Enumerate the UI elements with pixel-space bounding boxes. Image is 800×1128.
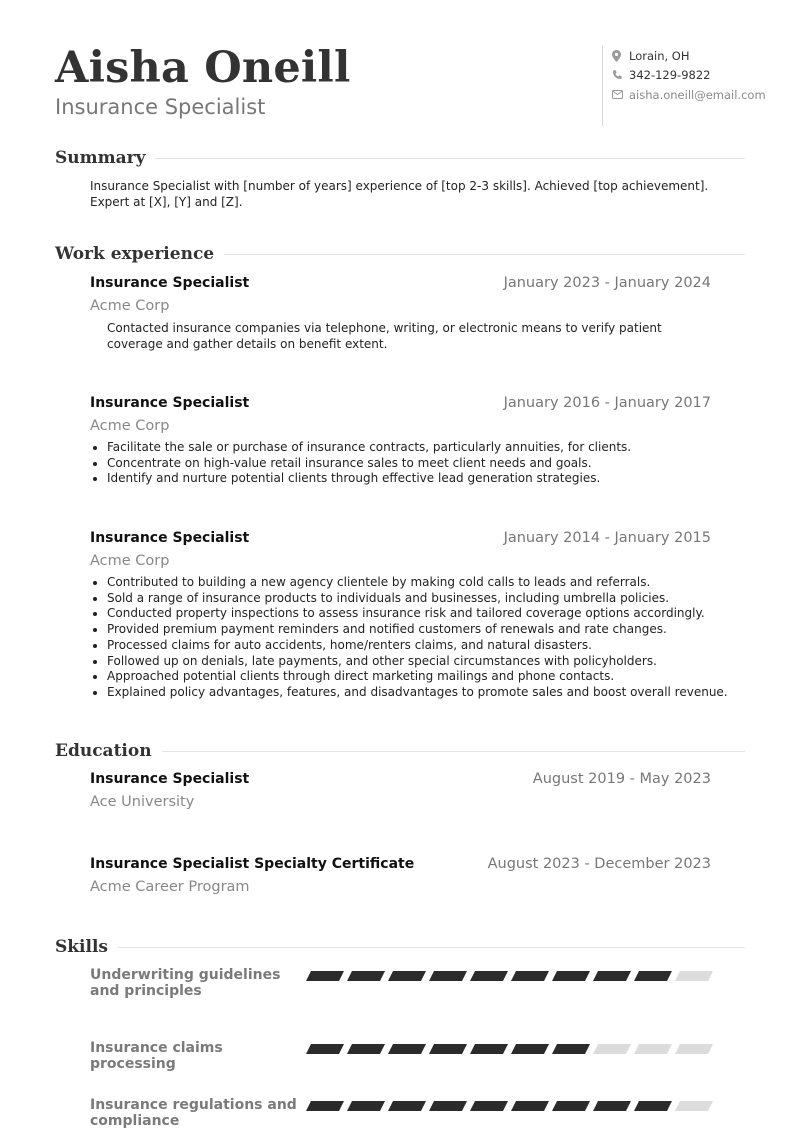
phone-icon: [612, 70, 629, 81]
skill-item: [90, 1040, 715, 1076]
skill-segment-filled: [429, 1101, 467, 1111]
job-bullet: • Conducted property inspections to assess insurance risk and tailored coverage options accordingly.: [107, 606, 711, 622]
skill-segment-empty: [593, 1044, 631, 1054]
job-bullet: • Identify and nurture potential clients through effective lead generation strategies.: [107, 471, 711, 487]
job-bullet: • Approached potential clients through direct marketing mailings and phone contacts.: [107, 669, 711, 685]
skills-title: Skills: [55, 937, 109, 957]
skill-name: Insurance regulations and compliance: [90, 1097, 297, 1128]
contact-phone: [612, 66, 766, 86]
skill-segment-empty: [675, 1101, 713, 1111]
skill-item: [90, 967, 715, 1003]
skill-segments: [306, 1100, 713, 1112]
skill-segment-filled: [347, 1044, 385, 1054]
job-title: Insurance Specialist: [90, 275, 250, 291]
job-company: Acme Corp: [90, 298, 170, 314]
job-description: Contacted insurance companies via telephone, writing, or electronic means to verify patient coverage and gather details on benefit extent.: [107, 321, 662, 351]
skill-segment-filled: [552, 1044, 590, 1054]
skill-segment-empty: [675, 971, 713, 981]
email-icon: [612, 90, 629, 99]
section-divider: [155, 158, 745, 159]
degree-title: Insurance Specialist Specialty Certificate: [90, 856, 415, 872]
skill-level-bar: [306, 967, 713, 986]
section-divider: [118, 947, 745, 948]
skill-segment-filled: [511, 1101, 549, 1111]
skill-segment-filled: [347, 971, 385, 981]
skill-segment-filled: [306, 1044, 344, 1054]
summary-heading: [55, 147, 745, 169]
education-heading: [55, 740, 745, 762]
skill-segments: [306, 970, 713, 982]
skill-segment-filled: [511, 1044, 549, 1054]
job-dates: January 2016 - January 2017: [503, 395, 711, 411]
summary-title: Summary: [55, 148, 146, 168]
skill-segment-filled: [634, 1101, 672, 1111]
job-dates: January 2014 - January 2015: [503, 530, 711, 546]
job-company: Acme Corp: [90, 553, 170, 569]
skill-segment-filled: [470, 1044, 508, 1054]
skill-segment-filled: [388, 1101, 426, 1111]
contact-location-text: Lorain, OH: [629, 48, 690, 63]
skill-segment-filled: [429, 1044, 467, 1054]
skill-segment-filled: [470, 971, 508, 981]
skill-level-bar: [306, 1097, 713, 1116]
skill-segment-filled: [511, 971, 549, 981]
job-bullet: • Provided premium payment reminders and notified customers of renewals and rate changes.: [107, 622, 711, 638]
skill-name: Underwriting guidelines and principles: [90, 967, 281, 999]
contact-location: [612, 46, 766, 66]
skill-segment-empty: [675, 1044, 713, 1054]
skill-item: [90, 1097, 715, 1128]
skill-segments: [306, 1043, 713, 1055]
skill-segment-filled: [388, 971, 426, 981]
skill-name: Insurance claims processing: [90, 1040, 223, 1072]
education-title: Education: [55, 741, 152, 761]
contact-email[interactable]: [612, 85, 766, 105]
contact-email-text[interactable]: aisha.oneill@email.com: [629, 87, 766, 102]
skill-segment-filled: [429, 971, 467, 981]
section-divider: [224, 254, 745, 255]
job-bullet: • Processed claims for auto accidents, home/renters claims, and natural disasters.: [107, 638, 711, 654]
skill-segment-filled: [388, 1044, 426, 1054]
section-divider: [162, 751, 745, 752]
education-entry: [90, 771, 711, 810]
skill-segment-filled: [306, 971, 344, 981]
skill-segment-filled: [634, 971, 672, 981]
skill-segment-filled: [347, 1101, 385, 1111]
degree-dates: August 2019 - May 2023: [532, 771, 711, 787]
skills-heading: [55, 936, 745, 958]
work-heading: [55, 243, 745, 265]
job-title: Insurance Specialist: [90, 530, 250, 546]
job-bullet: • Sold a range of insurance products to individuals and businesses, including umbrella policies.: [107, 591, 711, 607]
job-bullets: [90, 575, 728, 701]
skill-segment-filled: [470, 1101, 508, 1111]
degree-dates: August 2023 - December 2023: [487, 856, 711, 872]
job-dates: January 2023 - January 2024: [503, 275, 711, 291]
candidate-title: Insurance Specialist: [55, 95, 266, 119]
job-bullet: • Concentrate on high-value retail insurance sales to meet client needs and goals.: [107, 456, 711, 472]
candidate-name: Aisha Oneill: [55, 43, 351, 93]
school-name: Acme Career Program: [90, 879, 250, 895]
job-bullet: • Explained policy advantages, features, and disadvantages to promote sales and boost overall revenue.: [107, 685, 711, 701]
skill-level-bar: [306, 1040, 713, 1059]
skill-segment-filled: [593, 971, 631, 981]
job-company: Acme Corp: [90, 418, 170, 434]
skill-segment-filled: [552, 971, 590, 981]
summary-text: Insurance Specialist with [number of years] experience of [top 2-3 skills]. Achieved [top achievement]. Expert at [X], [Y] and [Z].: [90, 179, 709, 209]
job-bullet: • Facilitate the sale or purchase of insurance contracts, particularly annuities, for clients.: [107, 440, 711, 456]
skill-segment-filled: [593, 1101, 631, 1111]
work-title: Work experience: [55, 244, 215, 264]
location-pin-icon: [612, 50, 629, 62]
job-title: Insurance Specialist: [90, 395, 250, 411]
contact-block: [602, 46, 766, 126]
skill-segment-empty: [634, 1044, 672, 1054]
work-entry: [90, 530, 728, 701]
degree-title: Insurance Specialist: [90, 771, 250, 787]
skill-segment-filled: [306, 1101, 344, 1111]
job-bullet: • Followed up on denials, late payments, and other special circumstances with policyholders.: [107, 654, 711, 670]
education-entry: [90, 856, 711, 895]
job-bullet: • Contributed to building a new agency clientele by making cold calls to leads and referrals.: [107, 575, 711, 591]
work-entry: [90, 275, 711, 352]
job-bullets: [90, 440, 711, 487]
school-name: Ace University: [90, 794, 195, 810]
work-entry: [90, 395, 711, 487]
contact-phone-text: 342-129-9822: [629, 68, 711, 83]
skill-segment-filled: [552, 1101, 590, 1111]
